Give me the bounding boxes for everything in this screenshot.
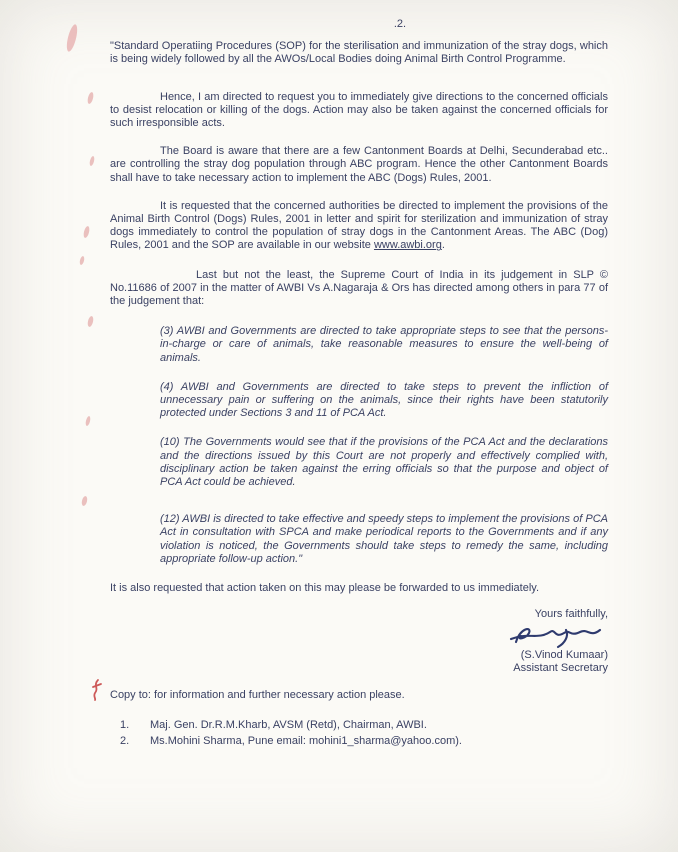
scan-mark [87, 316, 95, 328]
paragraph-sop: "Standard Operatiing Procedures (SOP) for the sterilisation and immunization of the stray dogs, which is being widely followed by all the AWOs/Local Bodies doing Animal Birth Control Programme. [110, 40, 608, 66]
signatory-name: (S.Vinod Kumaar) [520, 648, 608, 661]
closing-line: It is also requested that action taken on this may please be forwarded to us immediately. [110, 582, 540, 595]
paragraph-abc-rules-text: It is requested that the concerned authorities be directed to implement the provisions of the Animal Birth Control (Dogs) Rules, 2001 in letter and spirit for sterilization and immunization of stray dogs immediately to control the population of stray dogs in the Cantonment Areas. The ABC (Dog) Rules, 2001 and the SOP are available in our website [110, 199, 608, 252]
scan-mark [83, 226, 91, 239]
paragraph-cantonment-boards: The Board is aware that there are a few Cantonment Boards at Delhi, Secunderabad etc.. are controlling the stray dog population through ABC program. Hence the other Cantonment Boards shall have to take necessary action to implement the ABC (Dogs) Rules, 2001. [110, 145, 608, 184]
signature-block [110, 608, 608, 675]
website-link[interactable]: www.awbi.org [373, 239, 442, 252]
letter-body [110, 18, 608, 749]
copy-list [110, 719, 608, 748]
judgement-quote-12: (12) AWBI is directed to take effective and speedy steps to implement the provisions of PCA Act in consultation with SPCA and make periodical reports to the Governments and if any violation is noticed, the Governments should take steps to remedy the same, including appropriate follow-up action." [160, 513, 608, 565]
copy-item-number: 2. [120, 735, 130, 748]
copy-to-heading: Copy to: for information and further necessary action please. [110, 688, 405, 701]
red-pen-mark-icon [90, 678, 104, 702]
scan-mark [79, 256, 85, 266]
copy-item-text: Ms.Mohini Sharma, Pune email: mohini1_sharma@yahoo.com). [150, 735, 462, 748]
valediction: Yours faithfully, [534, 608, 608, 621]
page-number: .2. [393, 18, 407, 30]
scan-mark [81, 496, 88, 507]
judgement-quote-10: (10) The Governments would see that if the provisions of the PCA Act and the declarations and the directions issued by this Court are not properly and effectively complied with, disciplinary action be taken against the erring officials so that the purpose and object of PCA Act could be achieved. [160, 436, 608, 489]
copy-item [110, 735, 608, 748]
paragraph-supreme-court: Last but not the least, the Supreme Court of India in its judgement in SLP © No.11686 of 2007 in the matter of AWBI Vs A.Nagaraja & Ors has directed among others in para 77 of the judgement that: [110, 268, 608, 308]
paragraph-abc-rules-period: . [441, 239, 445, 252]
judgement-quote-3: (3) AWBI and Governments are directed to take appropriate steps to see that the persons-in-charge or care of animals, take reasonable measures to ensure the well-being of animals. [160, 325, 608, 364]
copy-item-text: Maj. Gen. Dr.R.M.Kharb, AVSM (Retd), Chairman, AWBI. [150, 719, 427, 732]
scan-mark [89, 156, 95, 167]
copy-item-number: 1. [120, 719, 130, 732]
paragraph-abc-rules [110, 200, 608, 253]
scan-mark [87, 92, 95, 105]
paragraph-directions: Hence, I am directed to request you to immediately give directions to the concerned officials to desist relocation or killing of the dogs. Action may also be taken against the concerned officials for such irresponsible acts. [110, 90, 608, 130]
signature-scribble-icon [508, 624, 604, 650]
signatory-title: Assistant Secretary [513, 661, 608, 674]
scan-mark [85, 416, 91, 427]
copy-item [110, 719, 608, 732]
judgement-quote-4: (4) AWBI and Governments are directed to take steps to prevent the infliction of unnecessary pain or suffering on the animals, since their rights have been statutorily protected under Sections 3 and 11 of PCA Act. [160, 380, 608, 420]
scan-smudge [65, 23, 80, 52]
